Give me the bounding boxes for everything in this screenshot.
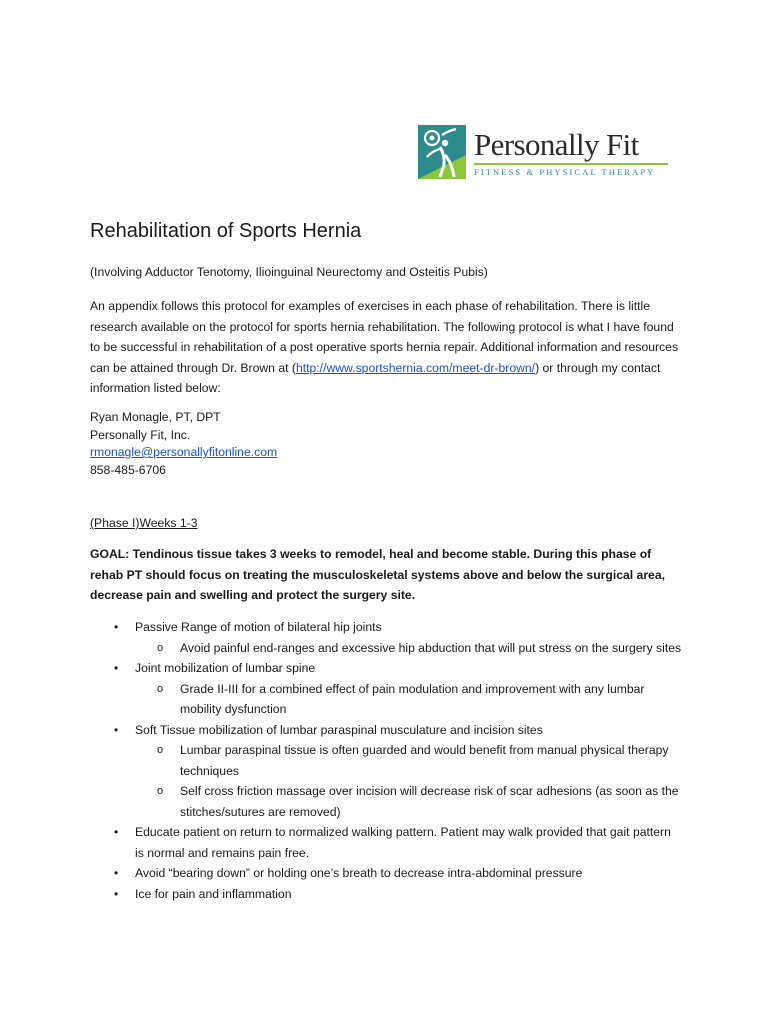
bullet-icon: • <box>114 866 119 880</box>
sub-list <box>135 679 682 720</box>
bullet-icon: • <box>114 722 119 737</box>
logo-tagline: FITNESS & PHYSICAL THERAPY <box>474 167 656 177</box>
document-title: Rehabilitation of Sports Hernia <box>90 220 362 242</box>
figure-logo-icon <box>418 125 466 179</box>
circle-bullet-icon: o <box>157 682 164 695</box>
list-item <box>112 822 682 863</box>
list-item <box>112 617 682 658</box>
circle-bullet-icon: o <box>157 744 164 756</box>
sub-list <box>135 638 682 659</box>
intro-text-after-link: ) or through my contact information listed below: <box>90 360 661 395</box>
logo-name: Personally Fit <box>474 127 639 162</box>
sub-list-item-text: Grade II-III for a combined effect of pain modulation and improvement with any lumbar mobility dysfunction <box>180 681 645 716</box>
list-item-text: Educate patient on return to normalized walking pattern. Patient may walk provided that gait pattern is normal and remains pain free. <box>135 825 671 860</box>
bullet-icon: • <box>114 825 119 839</box>
phase-bullet-list <box>112 617 682 904</box>
list-item <box>112 884 682 905</box>
contact-name: Ryan Monagle, PT, DPT <box>90 410 221 424</box>
list-item <box>112 658 682 720</box>
sub-list-item <box>135 740 682 781</box>
sub-list-item <box>135 638 682 659</box>
circle-bullet-icon: o <box>157 641 164 654</box>
intro-paragraph <box>90 296 680 399</box>
bullet-icon: • <box>114 661 119 675</box>
intro-text-before-link: An appendix follows this protocol for examples of exercises in each phase of rehabilitation. There is little research available on the protocol for sports hernia rehabilitation. The following protocol is what I have found to be successful in rehabilitation of a post operative sports hernia repair. Additional information and resources can be attained through Dr. Brown at ( <box>90 299 679 375</box>
contact-email-link[interactable]: rmonagle@personallyfitonline.com <box>90 445 278 459</box>
list-item-text: Avoid “bearing down” or holding one’s breath to decrease intra-abdominal pressure <box>135 866 583 880</box>
contact-company: Personally Fit, Inc. <box>90 427 191 442</box>
circle-bullet-icon: o <box>157 785 164 797</box>
phase-heading: (Phase I)Weeks 1-3 <box>90 516 198 530</box>
logo-divider <box>474 163 668 165</box>
phase-goal: GOAL: Tendinous tissue takes 3 weeks to remodel, heal and become stable. During this phase of rehab PT should focus on treating the musculoskeletal systems above and below the surgical area, decrease pain and swelling and protect the surgery site. <box>90 547 666 602</box>
sub-list-item <box>135 679 682 720</box>
bullet-icon: • <box>114 620 119 634</box>
dr-brown-link[interactable]: http://www.sportshernia.com/meet-dr-brown/ <box>295 360 536 375</box>
sub-list <box>135 740 682 822</box>
list-item-text: Ice for pain and inflammation <box>135 886 292 901</box>
document-subtitle: (Involving Adductor Tenotomy, Ilioinguinal Neurectomy and Osteitis Pubis) <box>90 265 488 279</box>
sub-list-item-text: Self cross friction massage over incision will decrease risk of scar adhesions (as soon as the stitches/sutures are removed) <box>180 784 679 819</box>
personally-fit-logo <box>418 125 673 183</box>
sub-list-item-text: Lumbar paraspinal tissue is often guarded and would benefit from manual physical therapy techniques <box>180 743 669 778</box>
list-item-text: Joint mobilization of lumbar spine <box>135 661 316 675</box>
list-item-text: Soft Tissue mobilization of lumbar paraspinal musculature and incision sites <box>135 722 543 737</box>
sub-list-item-text: Avoid painful end-ranges and excessive hip abduction that will put stress on the surgery sites <box>180 640 682 655</box>
sub-list-item <box>135 781 682 822</box>
list-item <box>112 720 682 823</box>
contact-phone: 858-485-6706 <box>90 462 166 477</box>
contact-block <box>90 409 277 479</box>
list-item-text: Passive Range of motion of bilateral hip joints <box>135 620 382 634</box>
list-item <box>112 863 682 884</box>
bullet-icon: • <box>114 886 119 901</box>
